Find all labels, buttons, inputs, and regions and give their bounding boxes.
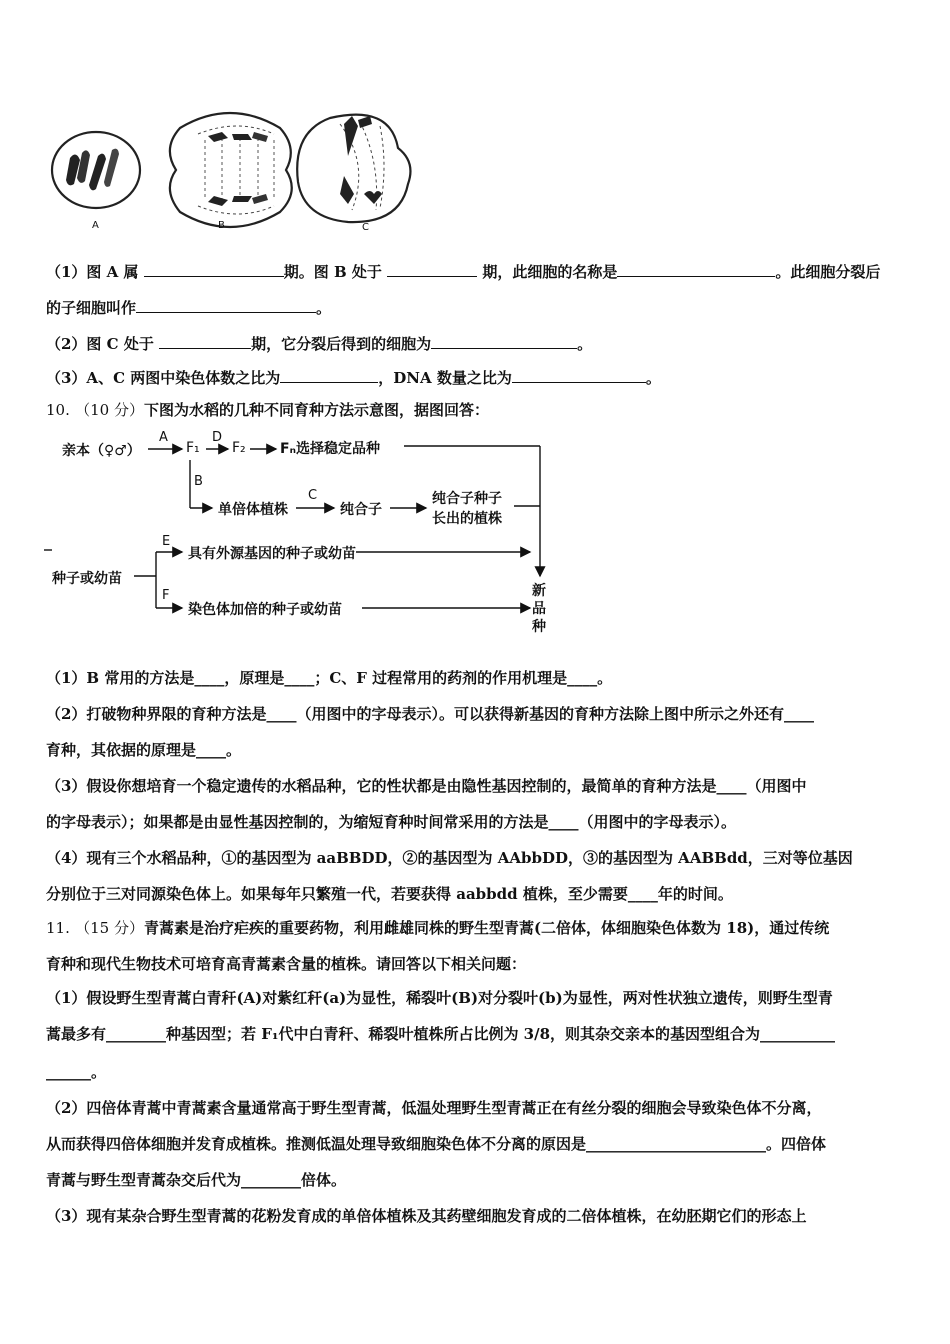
q11-number: 11. [46,919,70,937]
q11-part1-line2: 蒿最多有________种基因型；若 F₁代中白青秆、稀裂叶植株所占比例为 3/8，则其杂交亲本的基因型组合为__________ [46,1025,836,1043]
q9-p2-blank-2[interactable] [431,334,577,349]
diagram-f1: F₁ [186,440,200,456]
cell-c-drawing [297,115,410,222]
cell-b-drawing [170,113,292,227]
q11-part3-line1: （3）现有某杂合野生型青蒿的花粉发育成的单倍体植株及其药壁细胞发育成的二倍体植株，在幼胚期它们的形态上 [46,1207,807,1225]
q9-p1-text-e: 的子细胞叫作 [46,299,137,317]
cell-division-drawing [40,98,440,238]
q11-part2-line1: （2）四倍体青蒿中青蒿素含量通常高于野生型青蒿，低温处理野生型青蒿正在有丝分裂的细胞会导致染色体不分离， [46,1099,822,1117]
q9-part1-line2 [46,298,331,318]
diagram-f2: F₂ [232,440,246,456]
q11-part1-line3: ______。 [46,1063,107,1081]
q9-p1-text-b: 期。图 B 处于 [283,263,382,281]
q11-stem-line2: 育种和现代生物技术可培育高青蒿素含量的植株。请回答以下相关问题： [46,955,527,973]
q10-part2-line2: 育种，其依据的原理是____。 [46,741,242,759]
q10-number: 10. [46,401,70,419]
diagram-label-c: C [308,488,318,503]
q9-p2-text-a: （2）图 C 处于 [46,335,154,353]
q9-p3-text-c: 。 [645,369,661,387]
diagram-parents: 亲本（♀♂） [62,443,141,459]
q10-stem: 下图为水稻的几种不同育种方法示意图，据图回答： [143,401,489,419]
q9-part1-line1 [46,262,880,282]
diagram-new-variety-3: 种 [532,619,546,635]
diagram-label-d: D [212,430,223,445]
q11-part2-line2: 从而获得四倍体细胞并发育成植株。推测低温处理导致细胞染色体不分离的原因是________________________。四倍体 [46,1135,827,1153]
q9-p3-text-a: （3）A、C 两图中染色体数之比为 [46,369,281,387]
diagram-doubled: 染色体加倍的种子或幼苗 [188,602,342,618]
cell-a-drawing [52,132,140,208]
q10-score: （10 分） [75,401,144,419]
diagram-fn: Fₙ选择稳定品种 [280,441,380,457]
q9-p2-text-c: 。 [577,335,593,353]
diagram-seed: 种子或幼苗 [52,571,122,587]
diagram-label-f: F [162,588,170,603]
q10-part4-line2: 分别位于三对同源染色体上。如果每年只繁殖一代，若要获得 aabbdd 植株，至少需要____年的时间。 [46,885,733,903]
diagram-foreign-gene: 具有外源基因的种子或幼苗 [188,546,356,562]
q11-part1-line1: （1）假设野生型青蒿白青秆(A)对紫红秆(a)为显性，稀裂叶(B)对分裂叶(b)为显性，两对性状独立遗传，则野生型青 [46,989,833,1007]
cell-b-label: B [218,220,225,231]
q9-p1-blank-2[interactable] [387,262,477,277]
q9-p1-text-c: 期，此细胞的名称是 [482,263,618,281]
q9-p1-blank-1[interactable] [144,262,284,277]
cell-a-label: A [92,220,99,231]
q9-part3 [46,368,661,388]
diagram-label-e: E [162,534,171,549]
q10-part3-line2: 的字母表示）；如果都是由显性基因控制的，为缩短育种时间常采用的方法是____（用图中的字母表示）。 [46,813,737,831]
diagram-pure-plant-line2: 长出的植株 [432,511,502,527]
q9-p1-text-d: 。此细胞分裂后 [775,263,881,281]
diagram-pure-plant-line1: 纯合子种子 [432,491,502,507]
q9-p1-text-a: （1）图 A 属 [46,263,139,281]
q9-p3-text-b: ，DNA 数量之比为 [378,369,512,387]
diagram-label-b: B [194,474,203,489]
q9-p3-blank-2[interactable] [512,368,646,383]
diagram-haploid: 单倍体植株 [218,502,288,518]
q9-p3-blank-1[interactable] [280,368,378,383]
q11-score: （15 分） [75,919,144,937]
q11-heading [46,918,829,938]
q10-part3-line1: （3）假设你想培育一个稳定遗传的水稻品种，它的性状都是由隐性基因控制的，最简单的育种方法是____（用图中 [46,777,807,795]
cell-c-label: C [362,222,369,233]
breeding-method-diagram [44,424,564,644]
q9-p2-blank-1[interactable] [159,334,251,349]
q10-part4-line1: （4）现有三个水稻品种，①的基因型为 aaBBDD，②的基因型为 AAbbDD，③的基因型为 AABBdd，三对等位基因 [46,849,853,867]
q10-heading [46,400,489,420]
q9-p2-text-b: 期，它分裂后得到的细胞为 [251,335,432,353]
diagram-homozygote: 纯合子 [340,502,382,518]
diagram-new-variety-2: 品 [532,601,546,617]
q9-part2 [46,334,592,354]
diagram-label-a: A [159,430,168,445]
q9-p1-blank-3[interactable] [617,262,775,277]
diagram-new-variety-1: 新 [532,583,546,599]
q11-part2-line3: 青蒿与野生型青蒿杂交后代为________倍体。 [46,1171,347,1189]
cell-division-figure [40,98,440,238]
q10-part1: （1）B 常用的方法是____，原理是____；C、F 过程常用的药剂的作用机理是____。 [46,669,613,687]
q9-p1-blank-4[interactable] [136,298,316,313]
q11-stem-line1: 青蒿素是治疗疟疾的重要药物，利用雌雄同株的野生型青蒿(二倍体，体细胞染色体数为 18)，通过传统 [143,919,830,937]
q9-p1-text-f: 。 [316,299,332,317]
q10-part2-line1: （2）打破物种界限的育种方法是____（用图中的字母表示）。可以获得新基因的育种方法除上图中所示之外还有____ [46,705,814,723]
